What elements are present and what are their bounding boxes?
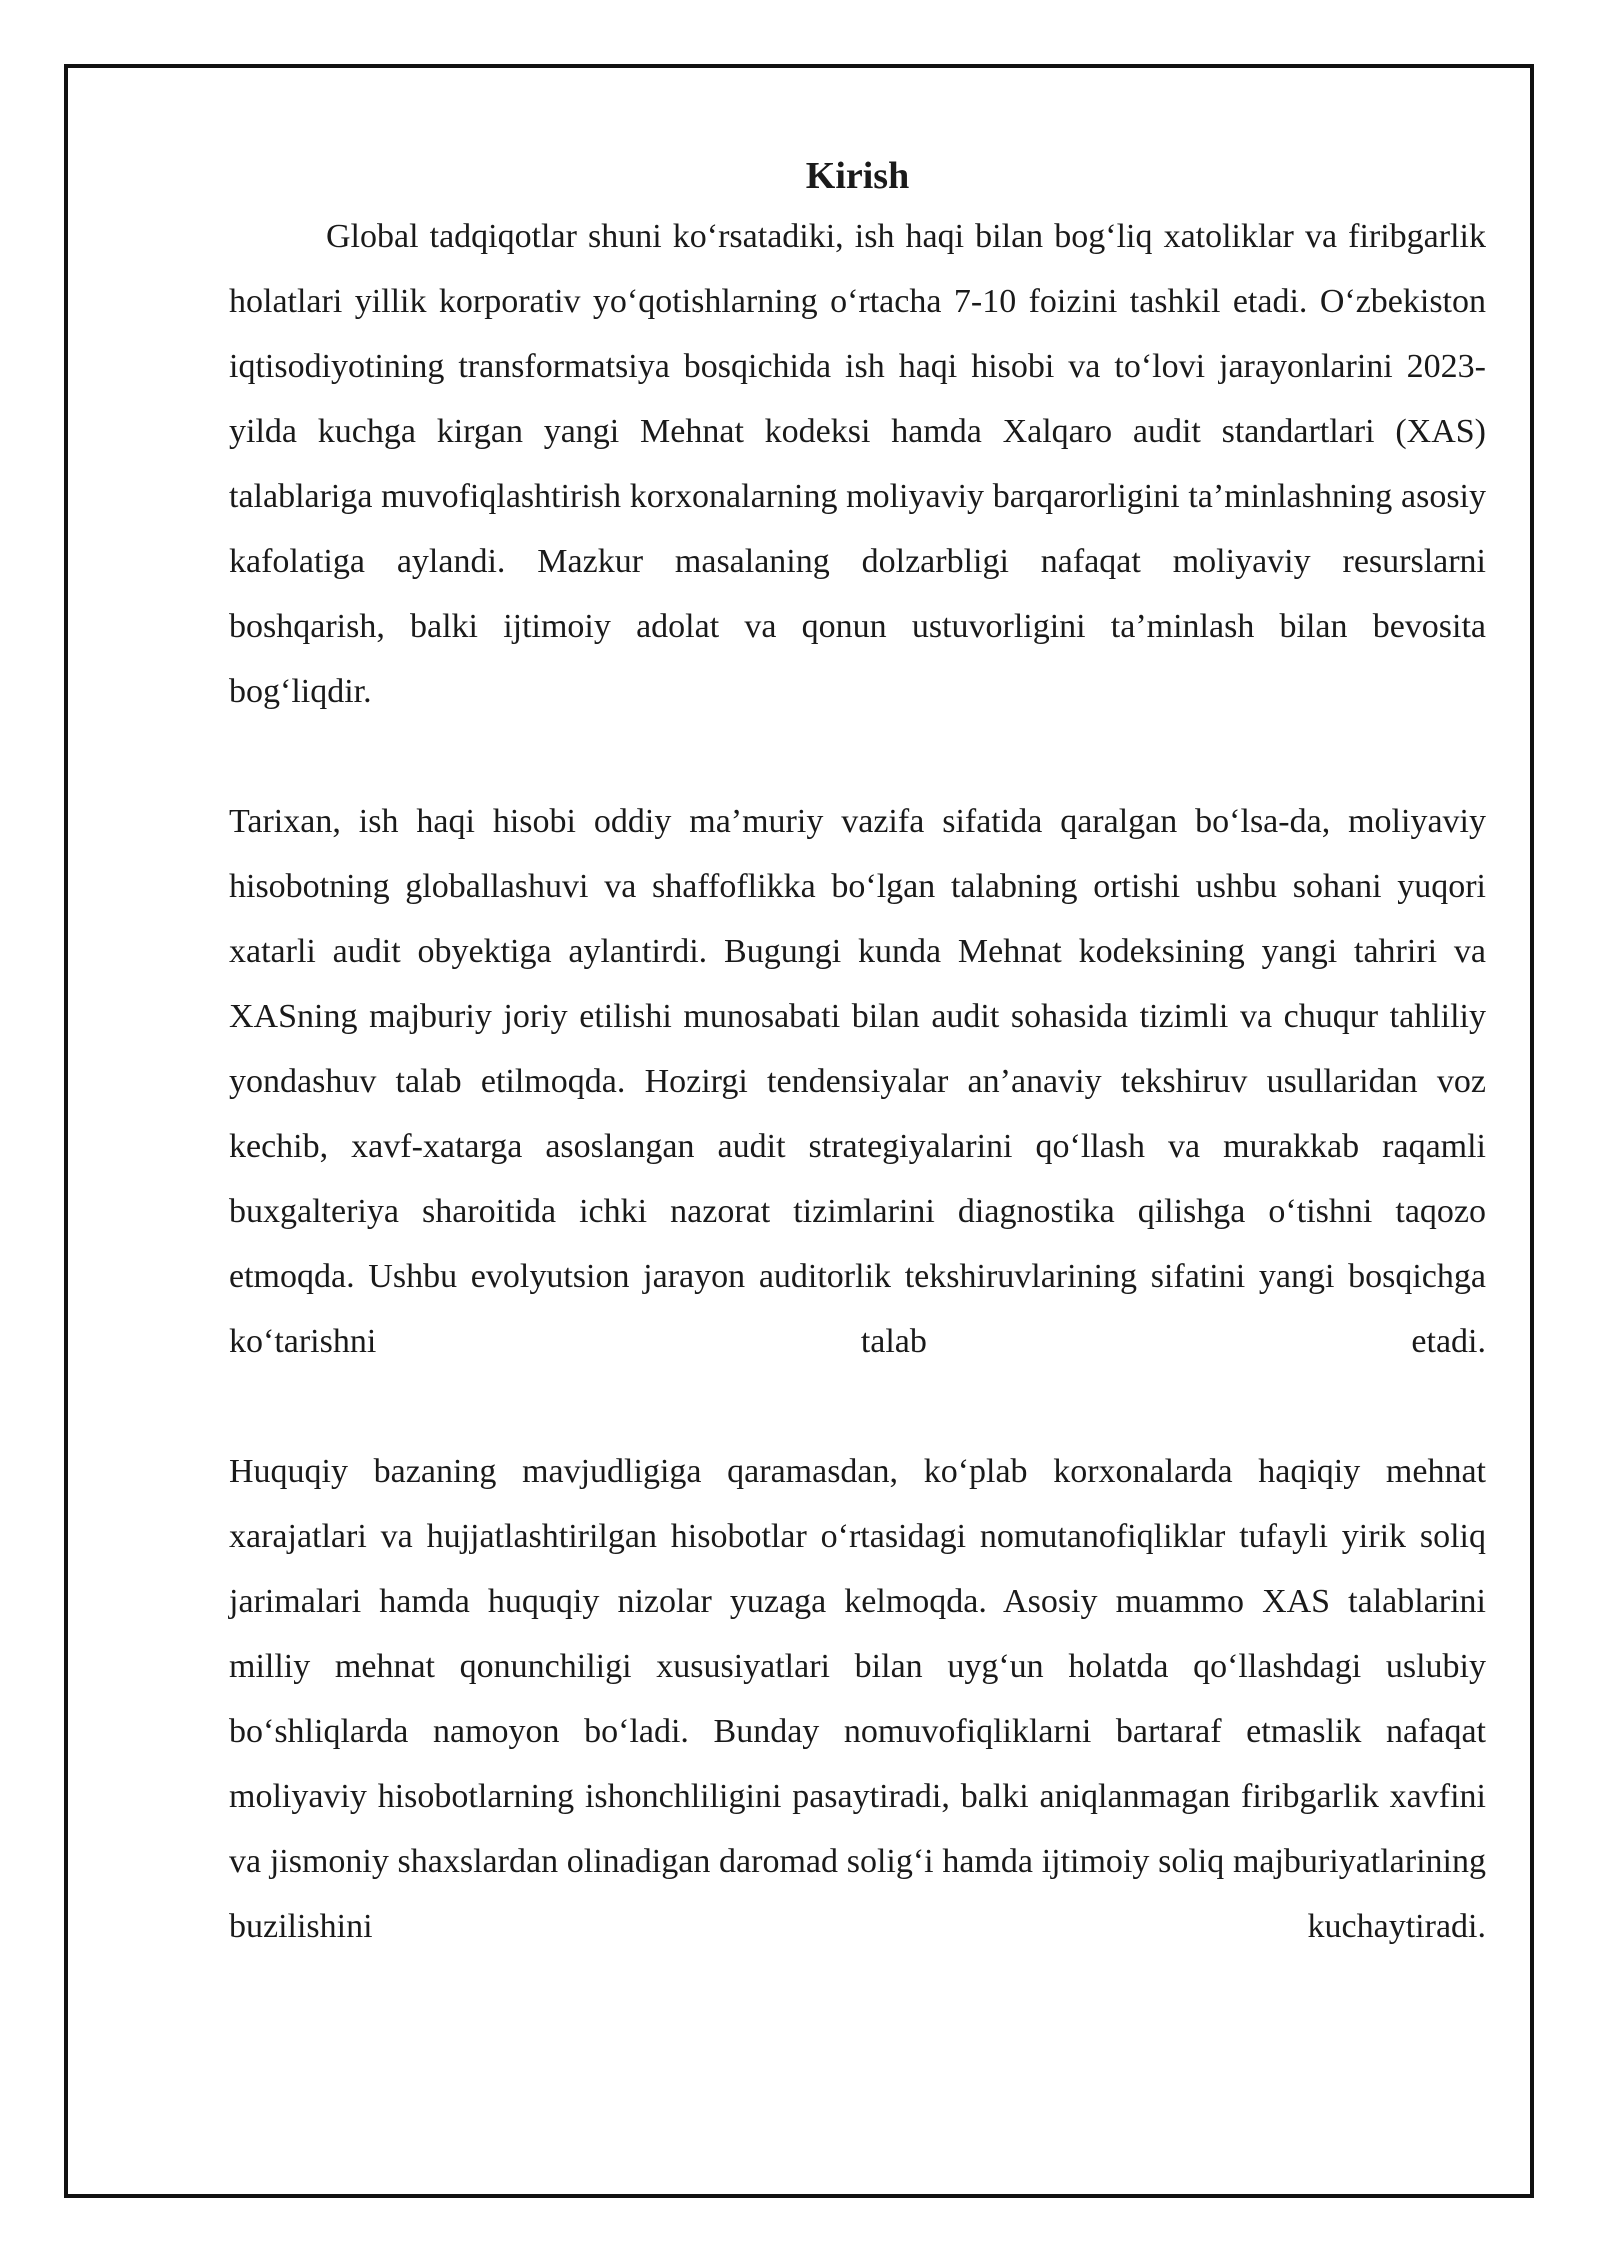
document-body: [229, 148, 1486, 1959]
paragraph-2: Tarixan, ish haqi hisobi oddiy ma’muriy vazifa sifatida qaralgan bo‘lsa-da, moliyaviy hisobotning globallashuvi va shaffoflikka bo‘lgan talabning ortishi ushbu sohani yuqori xatarli audit obyektiga aylantirdi. Bugungi kunda Mehnat kodeksining yangi tahriri va XASning majburiy joriy etilishi munosabati bilan audit sohasida tizimli va chuqur tahliliy yondashuv talab etilmoqda. Hozirgi tendensiyalar an’anaviy tekshiruv usullaridan voz kechib, xavf-xatarga asoslangan audit strategiyalarini qo‘llash va murakkab raqamli buxgalteriya sharoitida ichki nazorat tizimlarini diagnostika qilishga o‘tishni taqozo etmoqda. Ushbu evolyutsion jarayon auditorlik tekshiruvlarining sifatini yangi bosqichga ko‘tarishni talab etadi.: [229, 803, 1486, 1360]
paragraph-spacer: [229, 724, 1486, 789]
paragraph-spacer: [229, 1374, 1486, 1439]
paragraph-1: Global tadqiqotlar shuni ko‘rsatadiki, ish haqi bilan bog‘liq xatoliklar va firibgarlik holatlari yillik korporativ yo‘qotishlarning o‘rtacha 7-10 foizini tashkil etadi. O‘zbekiston iqtisodiyotining transformatsiya bosqichida ish haqi hisobi va to‘lovi jarayonlarini 2023-yilda kuchga kirgan yangi Mehnat kodeksi hamda Xalqaro audit standartlari (XAS) talablariga muvofiqlashtirish korxonalarning moliyaviy barqarorligini ta’minlashning asosiy kafolatiga aylandi. Mazkur masalaning dolzarbligi nafaqat moliyaviy resurslarni boshqarish, balki ijtimoiy adolat va qonun ustuvorligini ta’minlash bilan bevosita bog‘liqdir.: [229, 218, 1486, 710]
paragraph-3: Huquqiy bazaning mavjudligiga qaramasdan, ko‘plab korxonalarda haqiqiy mehnat xarajatlari va hujjatlashtirilgan hisobotlar o‘rtasidagi nomutanofiqliklar tufayli yirik soliq jarimalari hamda huquqiy nizolar yuzaga kelmoqda. Asosiy muammo XAS talablarini milliy mehnat qonunchiligi xususiyatlari bilan uyg‘un holatda qo‘llashdagi uslubiy bo‘shliqlarda namoyon bo‘ladi. Bunday nomuvofiqliklarni bartaraf etmaslik nafaqat moliyaviy hisobotlarning ishonchliligini pasaytiradi, balki aniqlanmagan firibgarlik xavfini va jismoniy shaxslardan olinadigan daromad solig‘i hamda ijtimoiy soliq majburiyatlarining buzilishini kuchaytiradi.: [229, 1453, 1486, 1945]
document-title: Kirish: [805, 155, 910, 197]
